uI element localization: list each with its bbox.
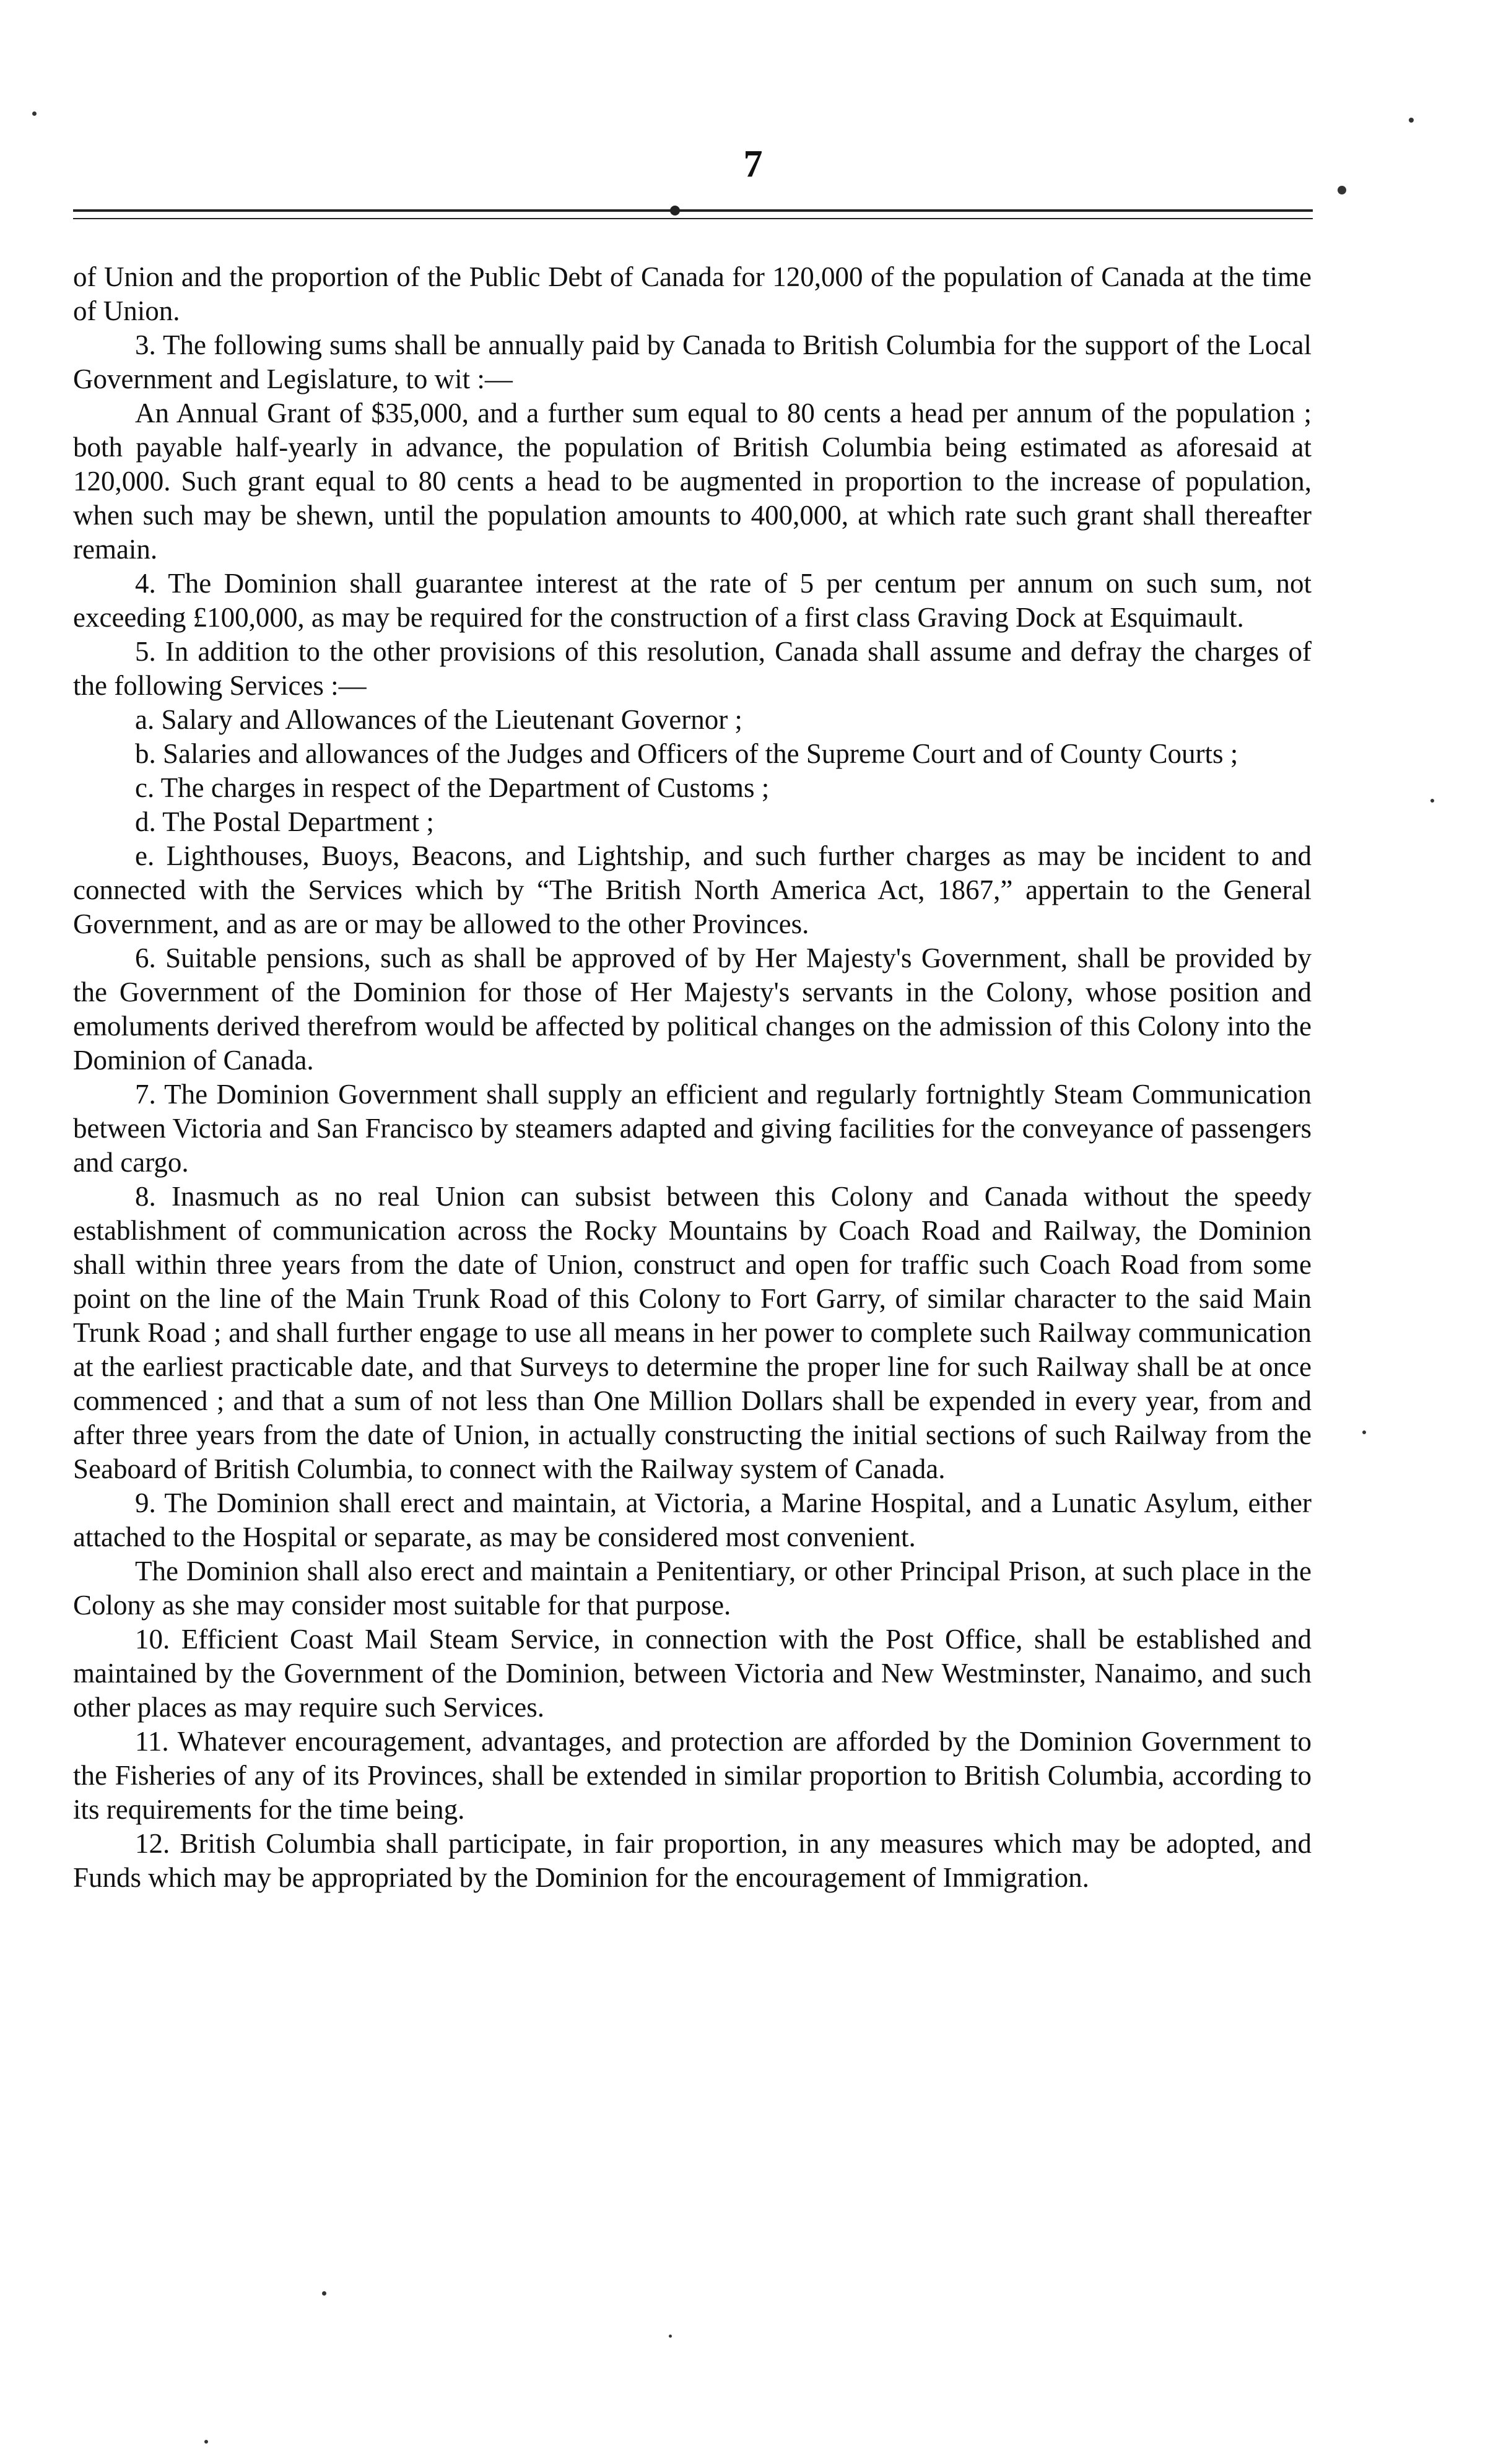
list-item-b: b. Salaries and allowances of the Judges and Officers of the Supreme Court and of County Courts ;: [135, 738, 1238, 769]
paragraph-section-9: 9. The Dominion shall erect and maintain, at Victoria, a Marine Hospital, and a Lunatic Asylum, either attached to the Hospital or separate, as may be considered most convenient.: [73, 1487, 1312, 1552]
scan-speck: [1430, 799, 1434, 803]
paragraph: of Union and the proportion of the Public Debt of Canada for 120,000 of the population of Canada at the time of Union.: [73, 261, 1312, 326]
paragraph-section-4: 4. The Dominion shall guarantee interest at the rate of 5 per centum per annum on such sum, not exceeding £100,000, as may be required for the construction of a first class Graving Dock at Esquimault.: [73, 568, 1312, 633]
paragraph-section-11: 11. Whatever encouragement, advantages, and protection are afforded by the Dominion Government to the Fisheries of any of its Provinces, shall be extended in similar proportion to British Columbia, according to its requirements for the time being.: [73, 1726, 1312, 1825]
list-item-d: d. The Postal Department ;: [135, 806, 434, 837]
scan-speck: [1338, 186, 1346, 194]
scan-speck: [32, 111, 37, 116]
header-rule-thick: [73, 209, 1313, 212]
scan-speck: [204, 2440, 208, 2444]
scan-speck: [322, 2291, 326, 2296]
paragraph-section-8: 8. Inasmuch as no real Union can subsist between this Colony and Canada without the speedy establishment of communication across the Rocky Mountains by Coach Road and Railway, the Dominion shall within three years from the date of Union, construct and open for traffic such Coach Road from some point on the line of the Main Trunk Road of this Colony to Fort Garry, of similar character to the said Main Trunk Road ; and shall further engage to use all means in her power to complete such Railway communication at the earliest practicable date, and that Surveys to determine the proper line for such Railway shall be at once commenced ; and that a sum of not less than One Million Dollars shall be expended in every year, from and after three years from the date of Union, in actually constructing the initial sections of such Railway from the Seaboard of British Columbia, to connect with the Railway system of Canada.: [73, 1181, 1312, 1484]
paragraph-section-5: 5. In addition to the other provisions of this resolution, Canada shall assume and defray the charges of the following Services :—: [73, 636, 1312, 701]
list-item-e: e. Lighthouses, Buoys, Beacons, and Lightship, and such further charges as may be incident to and connected with the Services which by “The British North America Act, 1867,” appertain to the General Government, and as are or may be allowed to the other Provinces.: [73, 840, 1312, 939]
scan-speck: [669, 2335, 672, 2338]
scan-speck: [1362, 1430, 1366, 1434]
paragraph-section-6: 6. Suitable pensions, such as shall be approved of by Her Majesty's Government, shall be provided by the Government of the Dominion for those of Her Majesty's servants in the Colony, whose position and emoluments derived therefrom would be affected by political changes on the admission of this Colony into the Dominion of Canada.: [73, 943, 1312, 1076]
list-item-a: a. Salary and Allowances of the Lieutenant Governor ;: [135, 704, 742, 735]
header-rule-ornament: [670, 206, 680, 215]
paragraph-section-3: 3. The following sums shall be annually paid by Canada to British Columbia for the support of the Local Government and Legislature, to wit :—: [73, 329, 1312, 394]
document-body: [73, 260, 1312, 1895]
scan-speck: [1409, 118, 1414, 123]
header-rule-thin: [73, 218, 1313, 219]
paragraph-penitentiary: The Dominion shall also erect and maintain a Penitentiary, or other Principal Prison, at such place in the Colony as she may consider most suitable for that purpose.: [73, 1556, 1312, 1621]
paragraph-section-10: 10. Efficient Coast Mail Steam Service, in connection with the Post Office, shall be established and maintained by the Government of the Dominion, between Victoria and New Westminster, Nanaimo, and such other places as may require such Services.: [73, 1624, 1312, 1723]
list-item-c: c. The charges in respect of the Department of Customs ;: [135, 772, 770, 803]
page-number: 7: [743, 143, 763, 185]
paragraph-annual-grant: An Annual Grant of $35,000, and a further sum equal to 80 cents a head per annum of the population ; both payable half-yearly in advance, the population of British Columbia being estimated as aforesaid at 120,000. Such grant equal to 80 cents a head to be augmented in proportion to the increase of population, when such may be shewn, until the population amounts to 400,000, at which rate such grant shall thereafter remain.: [73, 398, 1312, 565]
paragraph-section-7: 7. The Dominion Government shall supply an efficient and regularly fortnightly Steam Communication between Victoria and San Francisco by steamers adapted and giving facilities for the conveyance of passengers and cargo.: [73, 1079, 1312, 1178]
paragraph-section-12: 12. British Columbia shall participate, in fair proportion, in any measures which may be adopted, and Funds which may be appropriated by the Dominion for the encouragement of Immigration.: [73, 1828, 1312, 1893]
